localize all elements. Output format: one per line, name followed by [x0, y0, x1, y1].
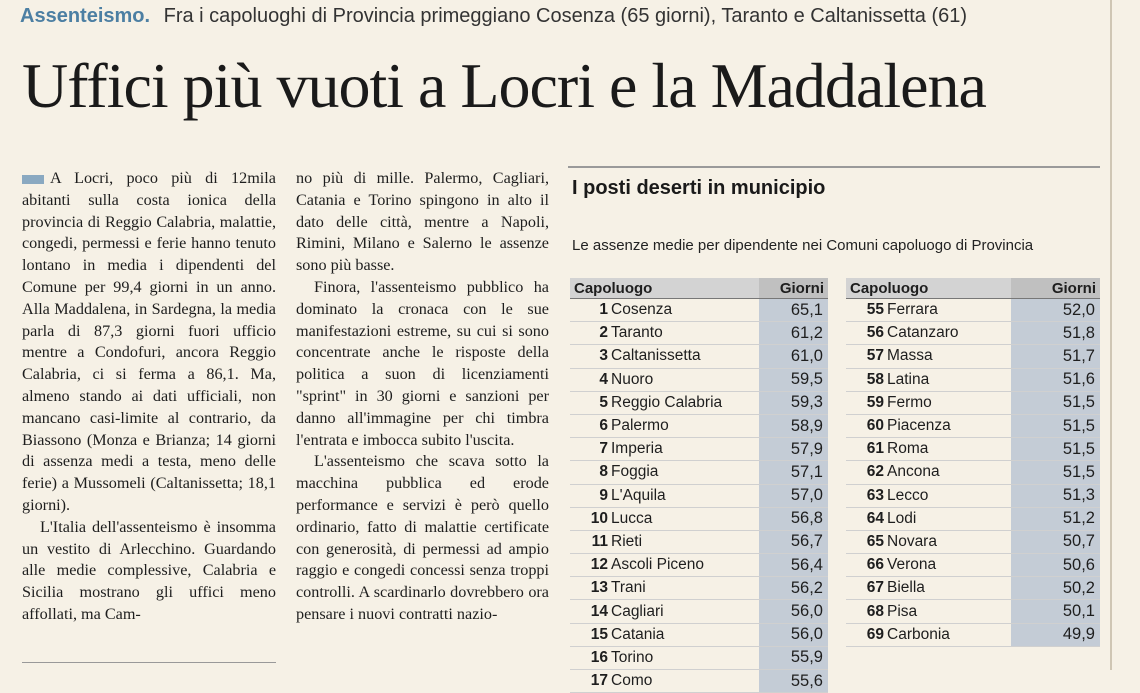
rank-cell: 13: [570, 577, 608, 600]
city-cell: Roma: [884, 438, 1011, 461]
article-paragraph: A Locri, poco più di 12mila abitanti sulla costa ionica della provincia di Reggio Calabria, malattie, congedi, permessi e ferie hanno tenuto lontano in media i dipendenti del Comune per 99,4 giorni in un anno. Alla Maddalena, in Sardegna, la media parla di 87,3 giorni fuori ufficio mentre a Condofuri, ancora Reggio Calabria, ci si ferma a 86,1. Ma, almeno stando ai dati ufficiali, non mancano casi-limite al contrario, da Biassono (Monza e Brianza; 14 giorni di assenza medi a testa, meno delle ferie) a Mussomeli (Caltanissetta; 18,1 giorni).: [22, 169, 276, 514]
city-cell: Catanzaro: [884, 322, 1011, 345]
days-cell: 52,0: [1011, 299, 1100, 322]
table-row: [846, 507, 1100, 530]
table-row: [570, 554, 828, 577]
city-cell: Ferrara: [884, 299, 1011, 322]
table-row: [846, 391, 1100, 414]
rank-cell: 14: [570, 600, 608, 623]
headline: Uffici più vuoti a Locri e la Maddalena: [22, 50, 986, 121]
city-cell: Caltanissetta: [608, 345, 759, 368]
city-cell: Pisa: [884, 600, 1011, 623]
days-cell: 50,7: [1011, 530, 1100, 553]
city-cell: Taranto: [608, 322, 759, 345]
ranking-table-left: [570, 278, 828, 693]
days-cell: 51,5: [1011, 391, 1100, 414]
days-cell: 56,7: [759, 530, 828, 553]
city-cell: Massa: [884, 345, 1011, 368]
days-cell: 56,8: [759, 507, 828, 530]
header-city: Capoluogo: [846, 278, 1011, 299]
city-cell: Ascoli Piceno: [608, 554, 759, 577]
city-cell: L'Aquila: [608, 484, 759, 507]
city-cell: Ancona: [884, 461, 1011, 484]
table-row: [570, 322, 828, 345]
city-cell: Cagliari: [608, 600, 759, 623]
table-row: [570, 530, 828, 553]
days-cell: 51,6: [1011, 368, 1100, 391]
table-row: [570, 670, 828, 693]
table-row: [570, 414, 828, 437]
table-row: [570, 600, 828, 623]
infobox-subtitle: Le assenze medie per dipendente nei Comuni capoluogo di Provincia: [572, 237, 1034, 254]
days-cell: 56,0: [759, 600, 828, 623]
rank-cell: 9: [570, 484, 608, 507]
days-cell: 57,1: [759, 461, 828, 484]
rank-cell: 69: [846, 623, 884, 646]
table-row: [570, 577, 828, 600]
days-cell: 50,1: [1011, 600, 1100, 623]
table-row: [570, 461, 828, 484]
days-cell: 50,2: [1011, 577, 1100, 600]
days-cell: 56,2: [759, 577, 828, 600]
rank-cell: 3: [570, 345, 608, 368]
city-cell: Lucca: [608, 507, 759, 530]
rank-cell: 7: [570, 438, 608, 461]
table-row: [846, 600, 1100, 623]
days-cell: 61,0: [759, 345, 828, 368]
rank-cell: 17: [570, 670, 608, 693]
rank-cell: 11: [570, 530, 608, 553]
rank-cell: 4: [570, 368, 608, 391]
rank-cell: 64: [846, 507, 884, 530]
rank-cell: 12: [570, 554, 608, 577]
table-row: [570, 299, 828, 322]
rank-cell: 59: [846, 391, 884, 414]
city-cell: Rieti: [608, 530, 759, 553]
table-row: [846, 438, 1100, 461]
rank-cell: 61: [846, 438, 884, 461]
table-row: [570, 345, 828, 368]
rank-cell: 60: [846, 414, 884, 437]
city-cell: Torino: [608, 646, 759, 669]
rank-cell: 16: [570, 646, 608, 669]
days-cell: 51,2: [1011, 507, 1100, 530]
days-cell: 51,5: [1011, 414, 1100, 437]
rank-cell: 56: [846, 322, 884, 345]
days-cell: 59,5: [759, 368, 828, 391]
table-row: [570, 438, 828, 461]
table-row: [846, 322, 1100, 345]
table-row: [846, 461, 1100, 484]
infobox-rule: [568, 166, 1100, 168]
table-row: [570, 623, 828, 646]
table-row: [846, 414, 1100, 437]
table-row: [570, 484, 828, 507]
days-cell: 56,4: [759, 554, 828, 577]
city-cell: Latina: [884, 368, 1011, 391]
rank-cell: 55: [846, 299, 884, 322]
table-row: [846, 368, 1100, 391]
header-days: Giorni: [1011, 278, 1100, 299]
rank-cell: 58: [846, 368, 884, 391]
city-cell: Carbonia: [884, 623, 1011, 646]
table-row: [570, 507, 828, 530]
article-paragraph: L'assenteismo che scava sotto la macchina pubblica ed erode performance e servizi è però quello ordinario, fatto di malattie certificate con generosità, di permessi ad ampio raggio e congedi concessi senza troppi controlli. A scardinarlo dovrebbero ora pensare i nuovi contratti nazio-: [296, 452, 549, 623]
rank-cell: 10: [570, 507, 608, 530]
table-row: [846, 554, 1100, 577]
rank-cell: 1: [570, 299, 608, 322]
rank-cell: 65: [846, 530, 884, 553]
infobox-title: I posti deserti in municipio: [572, 177, 826, 199]
table-row: [846, 577, 1100, 600]
article-paragraph: Finora, l'assenteismo pubblico ha dominato la cronaca con le sue manifestazioni estreme, su cui si sono concentrate anche le risposte della politica a suon di licenziamenti "sprint" in 30 giorni e sanzioni per danno all'immagine per chi timbra l'entrata e imbocca subito l'uscita.: [296, 277, 549, 449]
rank-cell: 57: [846, 345, 884, 368]
rank-cell: 63: [846, 484, 884, 507]
ranking-table-right: [846, 278, 1100, 647]
table-row: [846, 299, 1100, 322]
days-cell: 51,3: [1011, 484, 1100, 507]
column-divider: [22, 662, 276, 663]
city-cell: Biella: [884, 577, 1011, 600]
city-cell: Fermo: [884, 391, 1011, 414]
city-cell: Palermo: [608, 414, 759, 437]
table-row: [846, 484, 1100, 507]
city-cell: Foggia: [608, 461, 759, 484]
days-cell: 49,9: [1011, 623, 1100, 646]
rank-cell: 2: [570, 322, 608, 345]
city-cell: Piacenza: [884, 414, 1011, 437]
rank-cell: 6: [570, 414, 608, 437]
city-cell: Nuoro: [608, 368, 759, 391]
table-row: [846, 345, 1100, 368]
table-row: [846, 623, 1100, 646]
days-cell: 51,5: [1011, 438, 1100, 461]
days-cell: 57,9: [759, 438, 828, 461]
lead-square-icon: [22, 175, 44, 184]
city-cell: Imperia: [608, 438, 759, 461]
days-cell: 59,3: [759, 391, 828, 414]
table-row: [570, 368, 828, 391]
table-row: [570, 646, 828, 669]
city-cell: Verona: [884, 554, 1011, 577]
kicker-text: Fra i capoluoghi di Provincia primeggiano Cosenza (65 giorni), Taranto e Caltanissetta (61): [163, 5, 968, 27]
rank-cell: 15: [570, 623, 608, 646]
city-cell: Cosenza: [608, 299, 759, 322]
days-cell: 61,2: [759, 322, 828, 345]
article-column-2: [296, 168, 549, 626]
city-cell: Lodi: [884, 507, 1011, 530]
days-cell: 56,0: [759, 623, 828, 646]
rank-cell: 8: [570, 461, 608, 484]
table-row: [846, 530, 1100, 553]
city-cell: Como: [608, 670, 759, 693]
days-cell: 58,9: [759, 414, 828, 437]
table-row: [570, 391, 828, 414]
kicker: [20, 2, 967, 30]
days-cell: 55,9: [759, 646, 828, 669]
city-cell: Trani: [608, 577, 759, 600]
rank-cell: 62: [846, 461, 884, 484]
page-edge-rule: [1110, 0, 1112, 670]
city-cell: Lecco: [884, 484, 1011, 507]
city-cell: Reggio Calabria: [608, 391, 759, 414]
rank-cell: 5: [570, 391, 608, 414]
header-days: Giorni: [759, 278, 828, 299]
rank-cell: 68: [846, 600, 884, 623]
days-cell: 51,5: [1011, 461, 1100, 484]
days-cell: 65,1: [759, 299, 828, 322]
days-cell: 57,0: [759, 484, 828, 507]
article-column-1: [22, 168, 276, 626]
article-paragraph: L'Italia dell'assenteismo è insomma un vestito di Arlecchino. Guardando alle medie complessive, Calabria e Sicilia mostrano gli uffici meno affollati, ma Cam-: [22, 517, 276, 623]
days-cell: 55,6: [759, 670, 828, 693]
header-city: Capoluogo: [570, 278, 759, 299]
city-cell: Catania: [608, 623, 759, 646]
days-cell: 50,6: [1011, 554, 1100, 577]
article-paragraph: no più di mille. Palermo, Cagliari, Catania e Torino spingono in alto il dato delle città, mentre a Napoli, Rimini, Milano e Salerno le assenze sono più basse.: [296, 169, 549, 275]
rank-cell: 67: [846, 577, 884, 600]
city-cell: Novara: [884, 530, 1011, 553]
kicker-label: Assenteismo.: [20, 5, 151, 27]
days-cell: 51,8: [1011, 322, 1100, 345]
days-cell: 51,7: [1011, 345, 1100, 368]
rank-cell: 66: [846, 554, 884, 577]
